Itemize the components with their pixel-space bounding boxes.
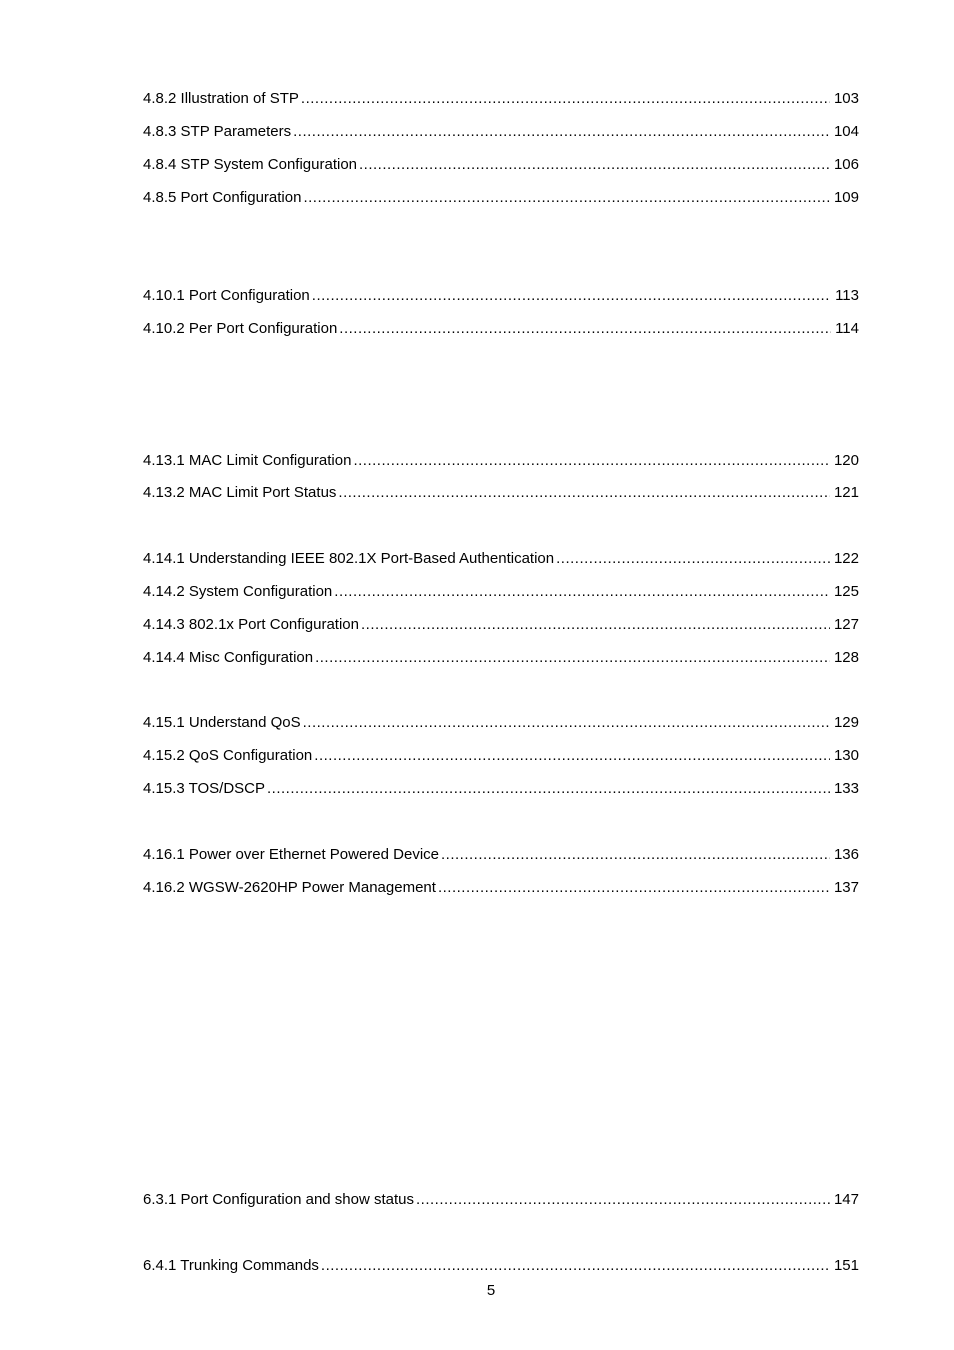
toc-entry-label: 4.15.3 TOS/DSCP	[143, 780, 266, 797]
toc-entry-label: 4.10.2 Per Port Configuration	[143, 320, 338, 337]
toc-entry-label: 4.13.1 MAC Limit Configuration	[143, 452, 352, 469]
toc-entry-page: 103	[833, 90, 859, 107]
toc-entry-page: 129	[833, 714, 859, 731]
toc-dot-leader	[438, 878, 830, 898]
toc-entry-page: 128	[833, 649, 859, 666]
toc-entry[interactable]	[143, 1190, 859, 1210]
toc-entry-label: 4.16.2 WGSW-2620HP Power Management	[143, 879, 436, 896]
toc-entry-page: 121	[833, 484, 859, 501]
toc-entry-label: 4.13.2 MAC Limit Port Status	[143, 484, 337, 501]
toc-dot-leader	[315, 648, 830, 668]
toc-entry-page: 113	[835, 287, 859, 304]
toc-entry[interactable]	[143, 319, 859, 339]
toc-dot-leader	[303, 713, 830, 733]
toc-entry-page: 125	[833, 583, 859, 600]
toc-entry[interactable]	[143, 615, 859, 635]
toc-entry-label: 4.15.2 QoS Configuration	[143, 747, 313, 764]
toc-entry[interactable]	[143, 779, 859, 799]
toc-entry-label: 4.14.2 System Configuration	[143, 583, 333, 600]
toc-entry-label: 6.4.1 Trunking Commands	[143, 1257, 319, 1274]
toc-dot-leader	[338, 483, 830, 503]
toc-entry-page: 114	[835, 320, 859, 337]
toc-entry[interactable]	[143, 286, 859, 306]
toc-entry[interactable]	[143, 1256, 859, 1276]
toc-dot-leader	[301, 89, 830, 109]
toc-dot-leader	[441, 845, 830, 865]
toc-entry-label: 4.14.1 Understanding IEEE 802.1X Port-Based Authentication	[143, 550, 555, 567]
toc-entry[interactable]	[143, 746, 859, 766]
toc-entry[interactable]	[143, 155, 859, 175]
toc-entry-page: 147	[833, 1191, 859, 1208]
toc-entry[interactable]	[143, 582, 859, 602]
toc-entry-page: 151	[833, 1257, 859, 1274]
toc-entry-page: 106	[833, 156, 859, 173]
toc-entry-label: 4.8.4 STP System Configuration	[143, 156, 357, 173]
toc-dot-leader	[416, 1190, 830, 1210]
toc-entry[interactable]	[143, 188, 859, 208]
toc-entry[interactable]	[143, 713, 859, 733]
toc-entry[interactable]	[143, 89, 859, 109]
toc-dot-leader	[556, 549, 830, 569]
toc-entry-label: 4.8.2 Illustration of STP	[143, 90, 299, 107]
toc-entry-page: 127	[833, 616, 859, 633]
toc-dot-leader	[303, 188, 830, 208]
toc-entry-page: 122	[833, 550, 859, 567]
toc-entry[interactable]	[143, 483, 859, 503]
toc-entry-label: 4.15.1 Understand QoS	[143, 714, 301, 731]
toc-entry[interactable]	[143, 451, 859, 471]
toc-entry-label: 4.10.1 Port Configuration	[143, 287, 310, 304]
toc-dot-leader	[312, 286, 831, 306]
toc-entry[interactable]	[143, 122, 859, 142]
toc-entry-label: 4.8.3 STP Parameters	[143, 123, 292, 140]
toc-entry-page: 137	[833, 879, 859, 896]
toc-dot-leader	[293, 122, 830, 142]
toc-dot-leader	[321, 1256, 830, 1276]
toc-entry-page: 133	[833, 780, 859, 797]
toc-entry[interactable]	[143, 878, 859, 898]
toc-dot-leader	[267, 779, 830, 799]
toc-dot-leader	[361, 615, 830, 635]
toc-entry[interactable]	[143, 549, 859, 569]
toc-entry[interactable]	[143, 648, 859, 668]
toc-dot-leader	[339, 319, 831, 339]
toc-entry-page: 130	[833, 747, 859, 764]
toc-entry-page: 120	[833, 452, 859, 469]
toc-entry-page: 109	[833, 189, 859, 206]
toc-entry[interactable]	[143, 845, 859, 865]
toc-entry-label: 4.14.3 802.1x Port Configuration	[143, 616, 359, 633]
toc-entry-label: 4.8.5 Port Configuration	[143, 189, 302, 206]
toc-dot-leader	[353, 451, 830, 471]
toc-dot-leader	[359, 155, 830, 175]
toc-entry-page: 136	[833, 846, 859, 863]
toc-dot-leader	[334, 582, 830, 602]
toc-entry-label: 6.3.1 Port Configuration and show status	[143, 1191, 414, 1208]
toc-dot-leader	[314, 746, 830, 766]
page-number: 5	[486, 1282, 496, 1299]
toc-entry-label: 4.14.4 Misc Configuration	[143, 649, 314, 666]
toc-entry-page: 104	[833, 123, 859, 140]
toc-entry-label: 4.16.1 Power over Ethernet Powered Device	[143, 846, 439, 863]
